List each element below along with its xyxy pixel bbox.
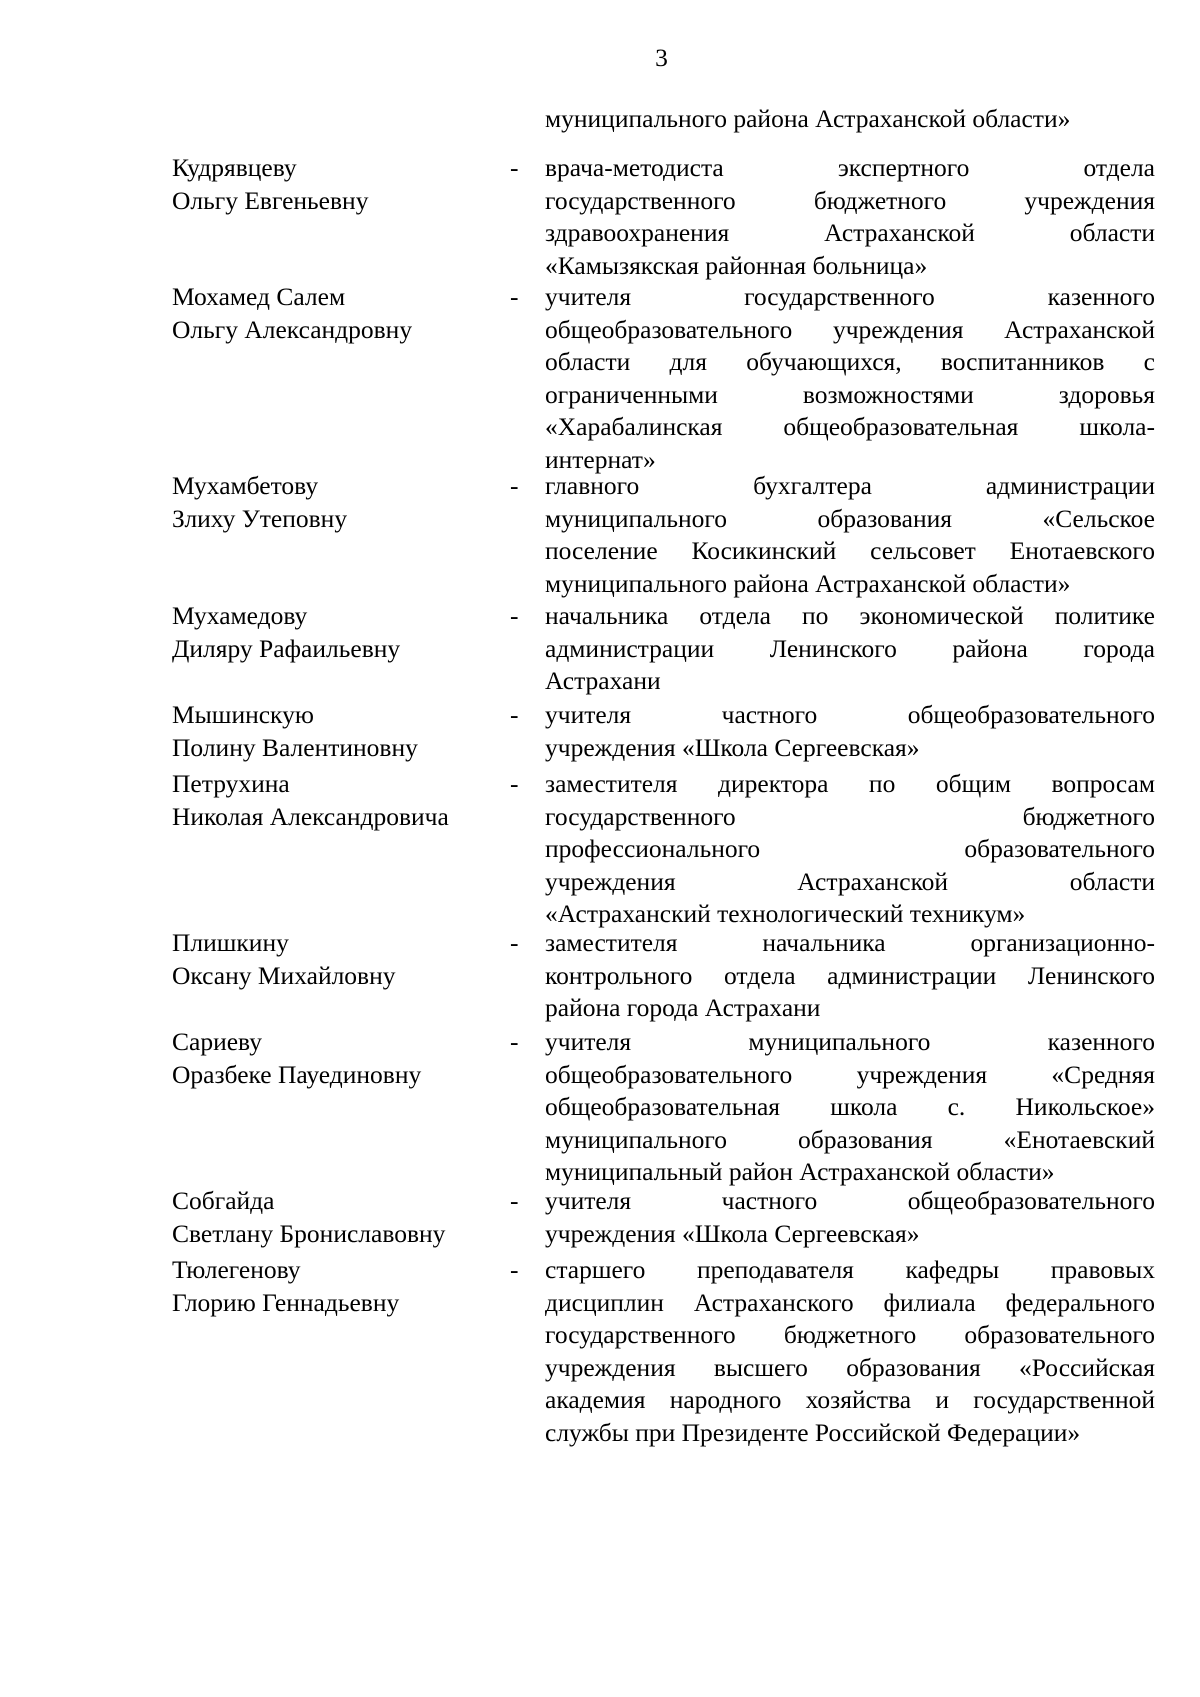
position-description-line: учителя муниципального казенного	[545, 1027, 1155, 1056]
position-description	[545, 699, 1155, 764]
entry-dash: -	[510, 471, 519, 500]
position-description-line: заместителя начальника организационно-	[545, 928, 1155, 957]
person-name-line: Оксану Михайловну	[172, 960, 396, 990]
position-description	[545, 768, 1155, 931]
position-description-line: старшего преподавателя кафедры правовых	[545, 1255, 1155, 1284]
position-description-line: общеобразовательная школа с. Никольское»	[545, 1092, 1155, 1121]
person-name	[172, 470, 502, 535]
person-name-line: Тюлегенову	[172, 1255, 301, 1284]
person-name-line: Николая Александровича	[172, 801, 449, 831]
continuation-line: муниципального района Астраханской области»	[545, 104, 1071, 133]
position-description-line: врача-методиста экспертного отдела	[545, 153, 1155, 182]
person-name	[172, 152, 502, 217]
person-name-line: Мухамбетову	[172, 471, 319, 500]
position-description-line: учителя частного общеобразовательного	[545, 1186, 1155, 1215]
position-description	[545, 1254, 1155, 1449]
position-description-line: области для обучающихся, воспитанников с	[545, 347, 1155, 376]
position-description-line: контрольного отдела администрации Ленинского	[545, 960, 1155, 990]
entry-dash: -	[510, 1186, 519, 1215]
position-description-line: государственного бюджетного образовательного	[545, 1320, 1155, 1349]
person-name-line: Светлану Брониславовну	[172, 1218, 446, 1248]
position-description-line: государственного бюджетного	[545, 801, 1155, 831]
person-name-line: Оразбеке Пауединовну	[172, 1059, 422, 1089]
position-description-line: учреждения «Школа Сергеевская»	[545, 732, 920, 762]
page-number: 3	[655, 43, 668, 72]
position-description	[545, 1185, 1155, 1250]
person-name-line: Диляру Рафаильевну	[172, 633, 401, 663]
position-description	[545, 470, 1155, 600]
position-description-line: Астрахани	[545, 666, 661, 695]
position-description-line: начальника отдела по экономической политике	[545, 601, 1155, 630]
position-description-line: главного бухгалтера администрации	[545, 471, 1155, 500]
person-name-line: Глорию Геннадьевну	[172, 1287, 400, 1317]
position-description-line: интернат»	[545, 444, 656, 474]
position-description	[545, 281, 1155, 476]
position-description-line: службы при Президенте Российской Федерации»	[545, 1417, 1081, 1447]
person-name	[172, 699, 502, 764]
person-name-line: Мышинскую	[172, 700, 314, 729]
position-description-line: муниципальный район Астраханской области»	[545, 1157, 1055, 1186]
position-description-line: муниципального района Астраханской области»	[545, 568, 1071, 598]
person-name-line: Ольгу Евгеньевну	[172, 185, 369, 215]
position-description-line: общеобразовательного учреждения «Средняя	[545, 1059, 1155, 1089]
person-name	[172, 600, 502, 665]
person-name-line: Злиху Утеповну	[172, 503, 348, 533]
position-description-line: района города Астрахани	[545, 993, 821, 1022]
entry-dash: -	[510, 1027, 519, 1056]
person-name-line: Плишкину	[172, 928, 289, 957]
position-description-line: дисциплин Астраханского филиала федерального	[545, 1287, 1155, 1317]
position-description-line: общеобразовательного учреждения Астраханской	[545, 314, 1155, 344]
entry-dash: -	[510, 1255, 519, 1284]
person-name	[172, 1026, 502, 1091]
position-description	[545, 1026, 1155, 1189]
entry-dash: -	[510, 700, 519, 729]
person-name-line: Собгайда	[172, 1186, 275, 1215]
entry-dash: -	[510, 601, 519, 630]
person-name	[172, 1254, 502, 1319]
position-description-line: учителя частного общеобразовательного	[545, 700, 1155, 729]
position-description-line: муниципального образования «Сельское	[545, 503, 1155, 533]
person-name-line: Ольгу Александровну	[172, 314, 413, 344]
entry-dash: -	[510, 282, 519, 311]
position-description-line: учителя государственного казенного	[545, 282, 1155, 311]
person-name-line: Полину Валентиновну	[172, 732, 418, 762]
position-description-line: профессионального образовательного	[545, 834, 1155, 863]
person-name-line: Кудрявцеву	[172, 153, 297, 182]
entry-dash: -	[510, 928, 519, 957]
person-name	[172, 281, 502, 346]
position-description-line: здравоохранения Астраханской области	[545, 218, 1155, 247]
position-description-line: поселение Косикинский сельсовет Енотаевского	[545, 536, 1155, 565]
position-description-line: академия народного хозяйства и государственной	[545, 1385, 1155, 1414]
person-name-line: Мухамедову	[172, 601, 308, 630]
person-name	[172, 768, 502, 833]
person-name-line: Мохамед Салем	[172, 282, 346, 311]
entry-dash: -	[510, 153, 519, 182]
position-description	[545, 600, 1155, 698]
position-description-line: учреждения высшего образования «Российская	[545, 1352, 1155, 1382]
position-description	[545, 152, 1155, 282]
position-description-line: ограниченными возможностями здоровья	[545, 379, 1155, 409]
position-description-line: муниципального образования «Енотаевский	[545, 1124, 1155, 1154]
entry-dash: -	[510, 769, 519, 798]
position-description-line: заместителя директора по общим вопросам	[545, 769, 1155, 798]
position-description-line: «Камызякская районная больница»	[545, 250, 928, 280]
position-description-line: «Астраханский технологический техникум»	[545, 899, 1026, 928]
position-description-line: администрации Ленинского района города	[545, 633, 1155, 663]
person-name	[172, 1185, 502, 1250]
position-description-line: «Харабалинская общеобразовательная школа-	[545, 412, 1155, 441]
person-name	[172, 927, 502, 992]
position-description	[545, 927, 1155, 1025]
person-name-line: Сариеву	[172, 1027, 262, 1056]
position-description-line: учреждения Астраханской области	[545, 866, 1155, 896]
position-description-line: государственного бюджетного учреждения	[545, 185, 1155, 215]
person-name-line: Петрухина	[172, 769, 290, 798]
position-description-line: учреждения «Школа Сергеевская»	[545, 1218, 920, 1248]
